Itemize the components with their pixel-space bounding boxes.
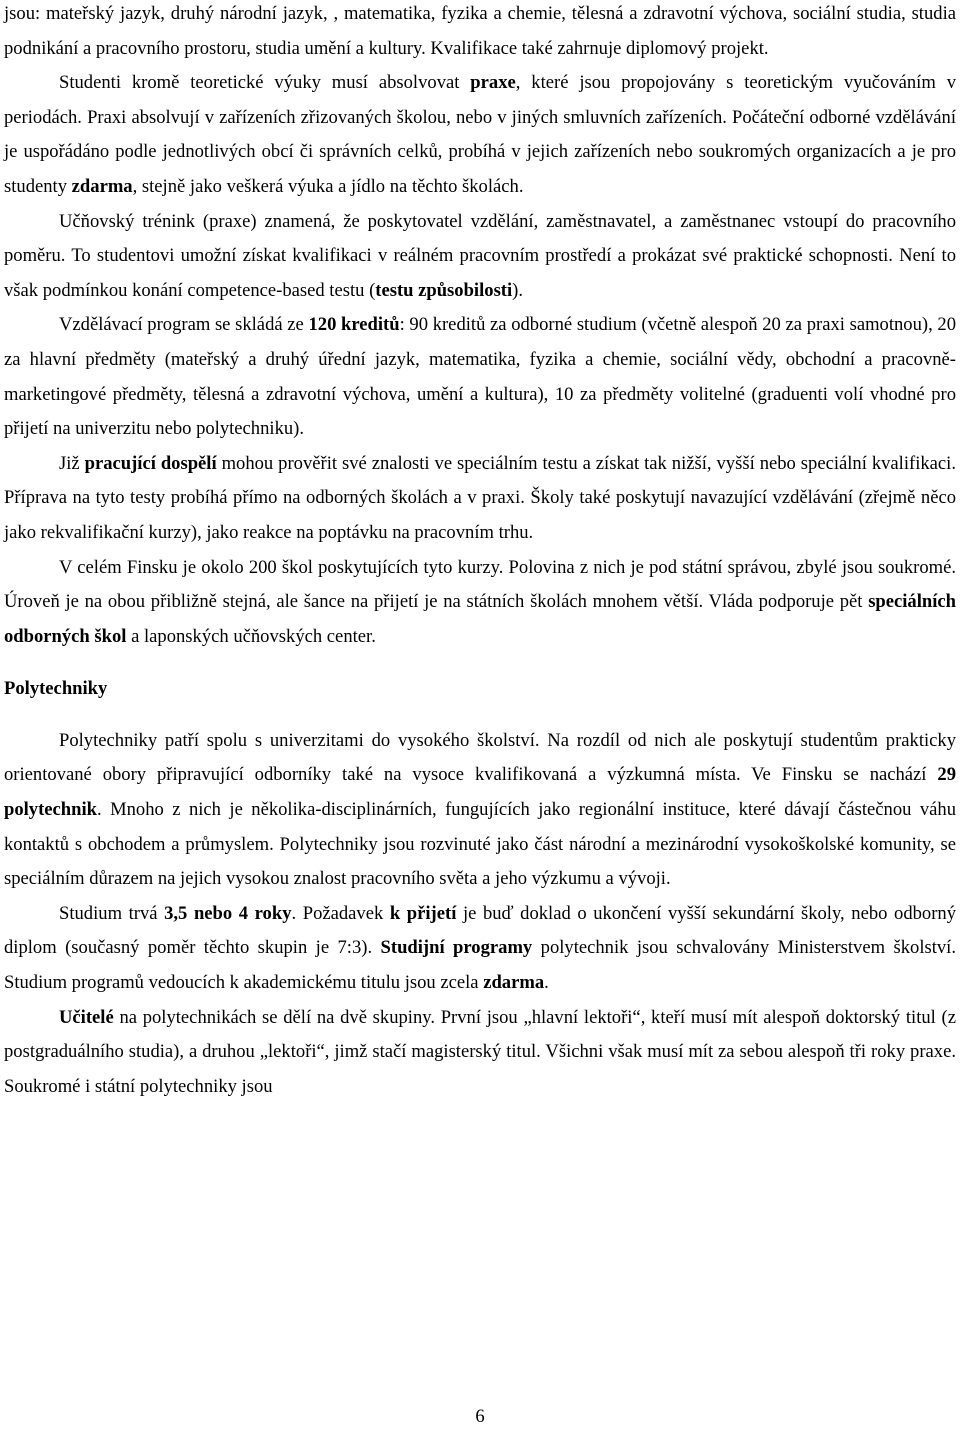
page-content <box>4 0 956 1104</box>
text-run: Studenti kromě teoretické výuky musí absolvovat <box>59 72 471 94</box>
text-run: na polytechnikách se dělí na dvě skupiny. První jsou „hlavní lektoři“, kteří musí mít alespoň doktorský titul (z postgraduálního studia), a druhou „lektoři“, jimž stačí magisterský titul. Všichni však musí mít za sebou alespoň tři roky praxe. Soukromé i státní polytechniky jsou <box>4 1006 956 1097</box>
bold-text: pracující dospělí <box>84 452 217 474</box>
text-run: . Mnoho z nich je několika-disciplinárních, fungujících jako regionální instituce, které dávají částečnou váhu kontaktů s obchodem a průmyslem. Polytechniky jsou rozvinuté jako část národní a mezinárodní vysokoškolské komunity, se speciálním důrazem na jejich vysokou znalost pracovního světa a jeho výzkumu a vývoji. <box>4 799 956 890</box>
text-run: . <box>544 972 549 994</box>
section-heading: Polytechniky <box>4 678 108 700</box>
text-run: je buď doklad o ukončení vyšší sekundární školy, nebo odborný diplom (současný poměr těchto skupin je 7:3). <box>4 902 956 959</box>
bold-text: zdarma <box>483 972 545 994</box>
bold-text: zdarma <box>71 175 133 197</box>
bold-text: Učitelé <box>59 1006 114 1028</box>
bold-text: testu způsobilosti <box>375 279 513 301</box>
text-section-vocational <box>4 0 956 654</box>
text-run: mohou prověřit své znalosti ve speciálním testu a získat tak nižší, vyšší nebo speciální kvalifikaci. Příprava na tyto testy probíhá přímo na odborných školách a v praxi. Školy také poskytují navazující vzdělávání (zřejmě něco jako rekvalifikační kurzy), jako reakce na poptávku na pracovním trhu. <box>4 452 956 543</box>
paragraph <box>4 66 956 204</box>
text-run: Polytechniky patří spolu s univerzitami do vysokého školství. Na rozdíl od nich ale poskytují studentům prakticky orientované obory připravující odborníky také na vysoce kvalifikovaná a výzkumná místa. Ve Finsku se nachází <box>4 729 956 786</box>
page-number: 6 <box>475 1406 485 1427</box>
text-run: jsou: mateřský jazyk, druhý národní jazyk, , matematika, fyzika a chemie, tělesná a zdravotní výchova, sociální studia, studia podnikání a pracovního prostoru, studia umění a kultury. Kvalifikace také zahrnuje diplomový projekt. <box>4 3 956 59</box>
paragraph <box>4 308 956 446</box>
paragraph <box>4 0 956 66</box>
text-run: Již <box>59 452 85 474</box>
bold-text: praxe <box>470 72 516 94</box>
text-run: V celém Finsku je okolo 200 škol poskytujících tyto kurzy. Polovina z nich je pod státní správou, zbylé jsou soukromé. Úroveň je na obou přibližně stejná, ale šance na přijetí je na státních školách mnohem větší. Vláda podporuje pět <box>4 556 956 613</box>
text-run: , stejně jako veškerá výuka a jídlo na těchto školách. <box>132 175 524 197</box>
paragraph <box>4 724 956 897</box>
bold-text: 3,5 nebo 4 roky <box>164 902 292 924</box>
paragraph <box>4 551 956 655</box>
bold-text: Studijní programy <box>380 937 533 959</box>
text-run: Učňovský trénink (praxe) znamená, že poskytovatel vzdělání, zaměstnavatel, a zaměstnanec vstoupí do pracovního poměru. To studentovi umožní získat kvalifikaci v reálném pracovním prostředí a prokázat své praktické schopnosti. Není to však podmínkou konání competence-based testu ( <box>4 210 956 301</box>
text-run: polytechnik jsou schvalovány Ministerstvem školství. Studium programů vedoucích k akademickému titulu jsou zcela <box>4 937 956 994</box>
bold-text: 29 polytechnik <box>4 764 956 821</box>
bold-text: 120 kreditů <box>308 314 400 336</box>
text-run: a laponských učňovských center. <box>126 625 376 647</box>
text-run: . Požadavek <box>291 902 390 924</box>
paragraph <box>4 447 956 551</box>
paragraph <box>4 205 956 309</box>
bold-text: k přijetí <box>389 902 457 924</box>
text-run: ). <box>512 279 524 301</box>
paragraph <box>4 897 956 1001</box>
bold-text: speciálních odborných škol <box>4 591 956 647</box>
text-run: , které jsou propojovány s teoretickým vyučováním v periodách. Praxi absolvují v zařízeních zřizovaných školou, nebo v jiných smluvních zařízeních. Počáteční odborné vzdělávání je uspořádáno podle jednotlivých obcí či správních celků, probíhá v jejich zařízeních nebo soukromých organizacích a je pro studenty <box>4 72 956 197</box>
text-run: Vzdělávací program se skládá ze <box>59 314 309 336</box>
text-run: : 90 kreditů za odborné studium (včetně alespoň 20 za praxi samotnou), 20 za hlavní předměty (mateřský a druhý úřední jazyk, matematika, fyzika a chemie, sociální vědy, obchodní a pracovně-marketingové předměty, tělesná a zdravotní výchova, umění a kultura), 10 za předměty volitelné (graduenti volí vhodné pro přijetí na univerzitu nebo polytechniku). <box>4 314 956 440</box>
text-run: Studium trvá <box>59 902 165 924</box>
paragraph <box>4 1001 956 1105</box>
text-section-polytechnics <box>4 724 956 1105</box>
